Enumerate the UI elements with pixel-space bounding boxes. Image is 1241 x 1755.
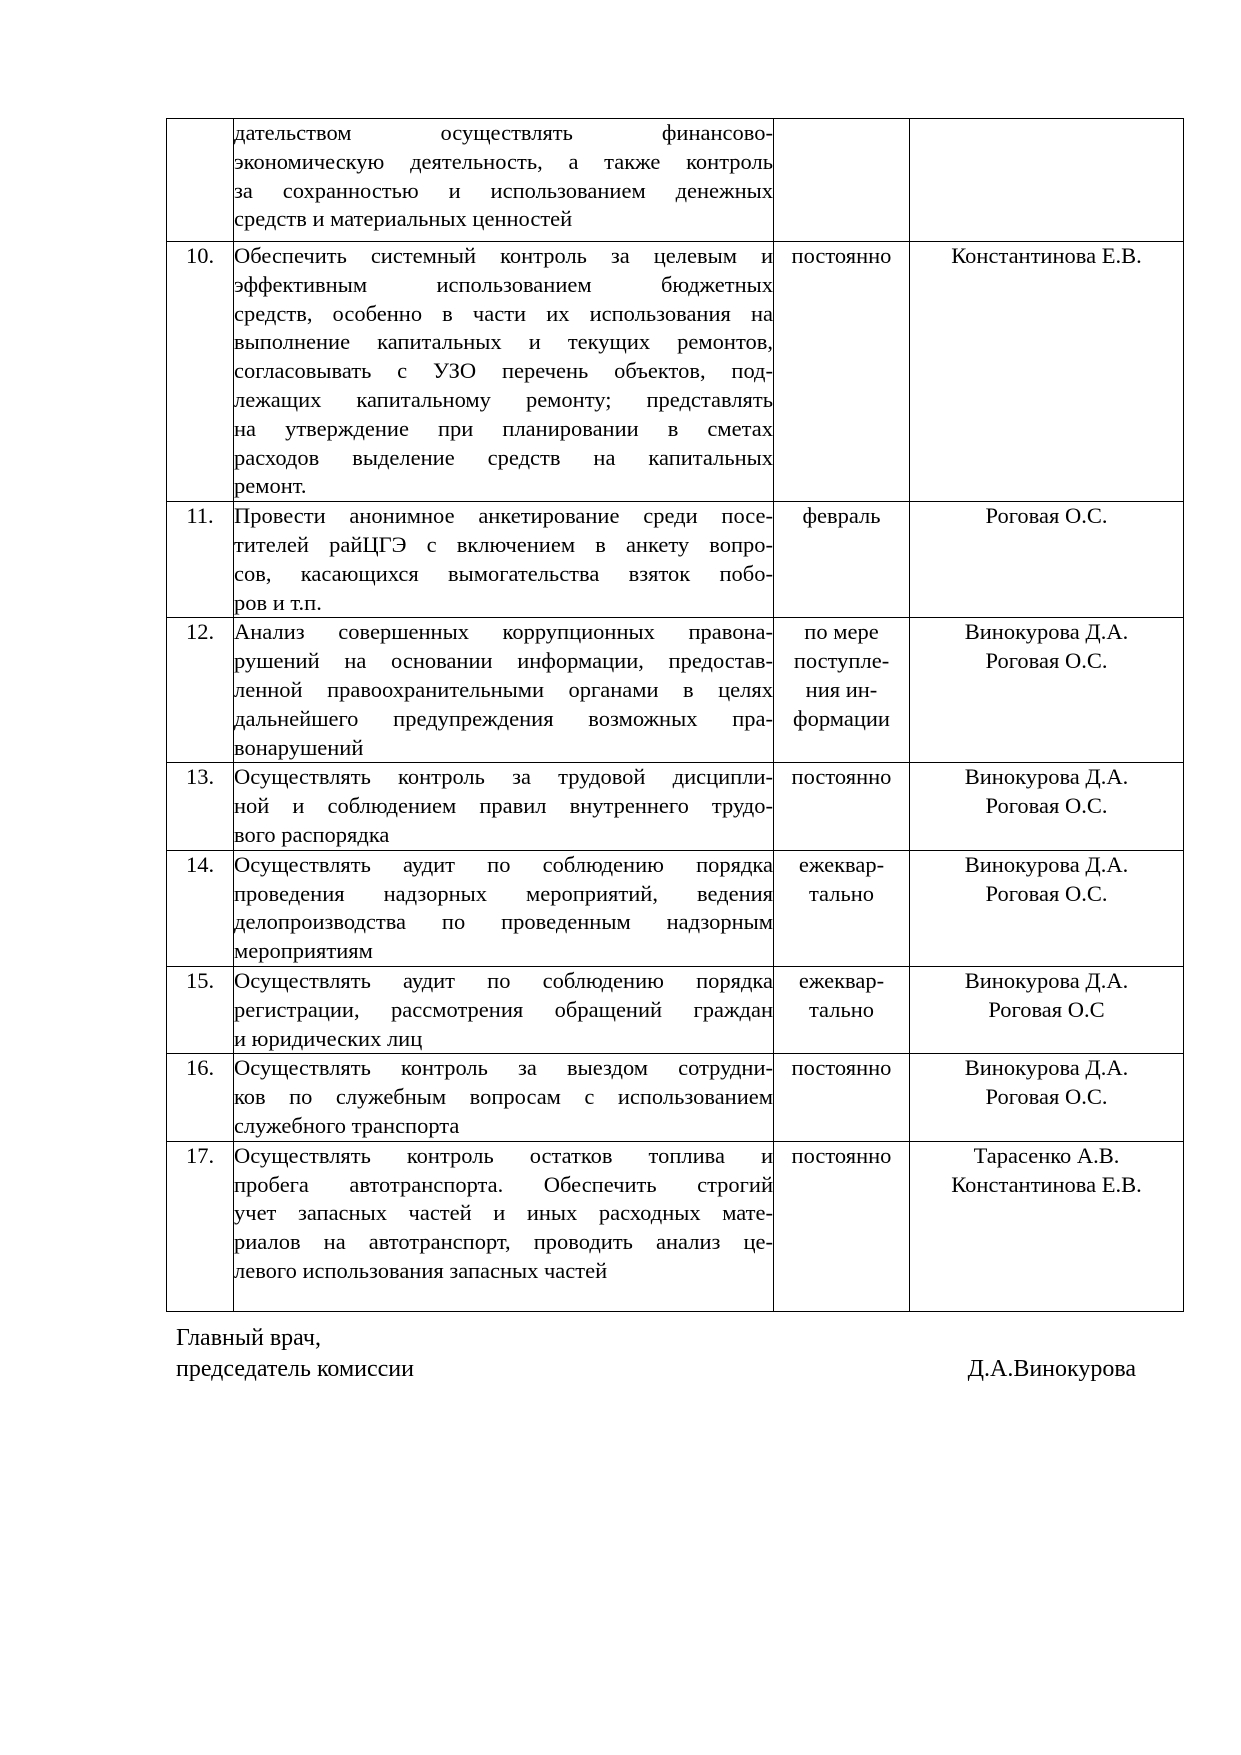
measure-text-line: Осуществлять аудит по соблюдению порядка	[234, 967, 773, 993]
measure-text-line: мероприятиям	[234, 938, 373, 964]
measure-text-line: за сохранностью и использованием денежных	[234, 177, 773, 203]
row-number: 15.	[167, 966, 234, 1053]
measure-text-line: Осуществлять контроль за трудовой дисципли-	[234, 764, 773, 790]
measure-term	[774, 1141, 910, 1311]
measure-text-line: регистрации, рассмотрения обращений граждан	[234, 996, 773, 1022]
measure-term-line: тально	[808, 880, 875, 906]
table-row	[167, 966, 1184, 1053]
measure-text-line: ремонт.	[234, 473, 307, 499]
measure-responsible	[910, 1141, 1184, 1311]
measure-responsible-line: Винокурова Д.А.	[964, 764, 1129, 790]
measure-term-line: постоянно	[791, 764, 892, 790]
measure-text	[234, 850, 774, 966]
measure-text-line: и юридических лиц	[234, 1025, 423, 1051]
measure-responsible	[910, 966, 1184, 1053]
signatory-title-line1: Главный врач,	[176, 1325, 321, 1351]
measure-term-line: постоянно	[791, 1142, 892, 1168]
measure-text-line: вого распорядка	[234, 821, 390, 847]
measure-term-line: формации	[793, 705, 890, 731]
measure-responsible-line: Винокурова Д.А.	[964, 967, 1129, 993]
measure-text-line: Анализ совершенных коррупционных правона-	[234, 619, 773, 645]
measure-text-line: ров и т.п.	[234, 589, 322, 615]
measure-term-line: ежеквар-	[798, 967, 885, 993]
measure-responsible-line: Тарасенко А.В.	[973, 1142, 1120, 1168]
measure-text-line: учет запасных частей и иных расходных мате-	[234, 1200, 773, 1226]
measure-responsible-line: Винокурова Д.А.	[964, 1055, 1129, 1081]
measure-responsible-line: Роговая О.С.	[985, 880, 1108, 906]
measure-text-line: левого использования запасных частей	[234, 1257, 608, 1283]
measure-text	[234, 1141, 774, 1311]
measure-responsible	[910, 618, 1184, 763]
measure-responsible	[910, 242, 1184, 502]
signatory-name: Д.А.Винокурова	[967, 1356, 1136, 1382]
measure-text-line: Осуществлять контроль за выездом сотрудни-	[234, 1055, 773, 1081]
row-number: 13.	[167, 763, 234, 850]
measure-term-line: тально	[808, 996, 875, 1022]
table-row	[167, 618, 1184, 763]
row-number: 14.	[167, 850, 234, 966]
measure-text-line: пробега автотранспорта. Обеспечить строгий	[234, 1171, 773, 1197]
measure-term-line: поступле-	[793, 648, 890, 674]
measure-text-line: служебного транспорта	[234, 1112, 460, 1138]
measure-text-line: делопроизводства по проведенным надзорным	[234, 909, 773, 935]
measure-text-line: проведения надзорных мероприятий, ведения	[234, 880, 773, 906]
measure-term	[774, 119, 910, 242]
measure-text-line: рушений на основании информации, предостав-	[234, 648, 773, 674]
table-row	[167, 502, 1184, 618]
measures-table	[166, 118, 1184, 1312]
measure-text-line: лежащих капитальному ремонту; представлять	[234, 386, 773, 412]
measure-text-line: расходов выделение средств на капитальных	[234, 444, 773, 470]
measure-term-line: по мере	[804, 619, 879, 645]
table-row	[167, 242, 1184, 502]
measure-text-line: Осуществлять контроль остатков топлива и	[234, 1142, 773, 1168]
measure-text	[234, 966, 774, 1053]
table-row	[167, 1054, 1184, 1141]
measure-text-line: на утверждение при планировании в сметах	[234, 415, 773, 441]
measure-term-line: ния ин-	[805, 676, 878, 702]
signature-block	[176, 1323, 1136, 1385]
measure-responsible-line: Винокурова Д.А.	[964, 851, 1129, 877]
measure-text-line: средств, особенно в части их использования на	[234, 300, 773, 326]
measure-text-line: дательством осуществлять финансово-	[234, 120, 773, 145]
measure-responsible-line: Константинова Е.В.	[951, 1171, 1142, 1197]
measure-responsible-line: Роговая О.С	[988, 996, 1105, 1022]
table-row	[167, 763, 1184, 850]
measure-term	[774, 850, 910, 966]
measure-text	[234, 119, 774, 242]
measure-text-line: выполнение капитальных и текущих ремонтов,	[234, 329, 773, 355]
signatory-title-line2: председатель комиссии	[176, 1356, 414, 1382]
table-row	[167, 1141, 1184, 1311]
measure-text	[234, 242, 774, 502]
measure-term-line: постоянно	[791, 1055, 892, 1081]
measure-text	[234, 763, 774, 850]
measure-text-line: тителей райЦГЭ с включением в анкету вопро-	[234, 531, 773, 557]
measure-text	[234, 1054, 774, 1141]
row-number: 17.	[167, 1141, 234, 1311]
measure-text	[234, 618, 774, 763]
measure-text-line: Провести анонимное анкетирование среди посе-	[234, 503, 773, 529]
row-number: 16.	[167, 1054, 234, 1141]
measure-responsible	[910, 1054, 1184, 1141]
measure-responsible	[910, 119, 1184, 242]
measure-term-line: ежеквар-	[798, 851, 885, 877]
measures-table-body	[167, 119, 1184, 1312]
measure-term	[774, 502, 910, 618]
measure-responsible-line: Роговая О.С.	[985, 503, 1108, 529]
row-number: 10.	[167, 242, 234, 502]
measure-responsible	[910, 850, 1184, 966]
measure-term-line: постоянно	[791, 243, 892, 268]
measure-text-line: Обеспечить системный контроль за целевым и	[234, 243, 773, 268]
measure-text-line: ков по служебным вопросам с использованием	[234, 1084, 773, 1110]
measure-responsible-line: Роговая О.С.	[985, 793, 1108, 819]
measure-text-line: дальнейшего предупреждения возможных пра-	[234, 705, 773, 731]
measure-term	[774, 1054, 910, 1141]
measure-text-line: Осуществлять аудит по соблюдению порядка	[234, 851, 773, 877]
row-number: 11.	[167, 502, 234, 618]
measure-text-line: ленной правоохранительными органами в целях	[234, 676, 773, 702]
measure-term	[774, 618, 910, 763]
measure-text-line: экономическую деятельность, а также контроль	[234, 148, 773, 174]
row-number: 12.	[167, 618, 234, 763]
measure-text-line: риалов на автотранспорт, проводить анализ це-	[234, 1229, 773, 1255]
measure-text-line: согласовывать с УЗО перечень объектов, под-	[234, 358, 773, 384]
measure-text	[234, 502, 774, 618]
measure-text-line: эффективным использованием бюджетных	[234, 271, 773, 297]
measure-text-line: средств и материальных ценностей	[234, 206, 573, 232]
row-number	[167, 119, 234, 242]
measure-term	[774, 763, 910, 850]
measure-text-line: сов, касающихся вымогательства взяток побо-	[234, 560, 773, 586]
measure-text-line: ной и соблюдением правил внутреннего трудо-	[234, 793, 773, 819]
measure-responsible	[910, 763, 1184, 850]
table-row	[167, 119, 1184, 242]
measure-responsible-line: Винокурова Д.А.	[964, 619, 1129, 645]
measure-text-line: вонарушений	[234, 734, 364, 760]
measure-responsible	[910, 502, 1184, 618]
measure-responsible-line: Роговая О.С.	[985, 1084, 1108, 1110]
measure-responsible-line: Роговая О.С.	[985, 648, 1108, 674]
measure-term	[774, 242, 910, 502]
table-row	[167, 850, 1184, 966]
measure-term	[774, 966, 910, 1053]
measure-term-line: февраль	[802, 503, 881, 529]
measure-responsible-line: Константинова Е.В.	[951, 243, 1142, 268]
